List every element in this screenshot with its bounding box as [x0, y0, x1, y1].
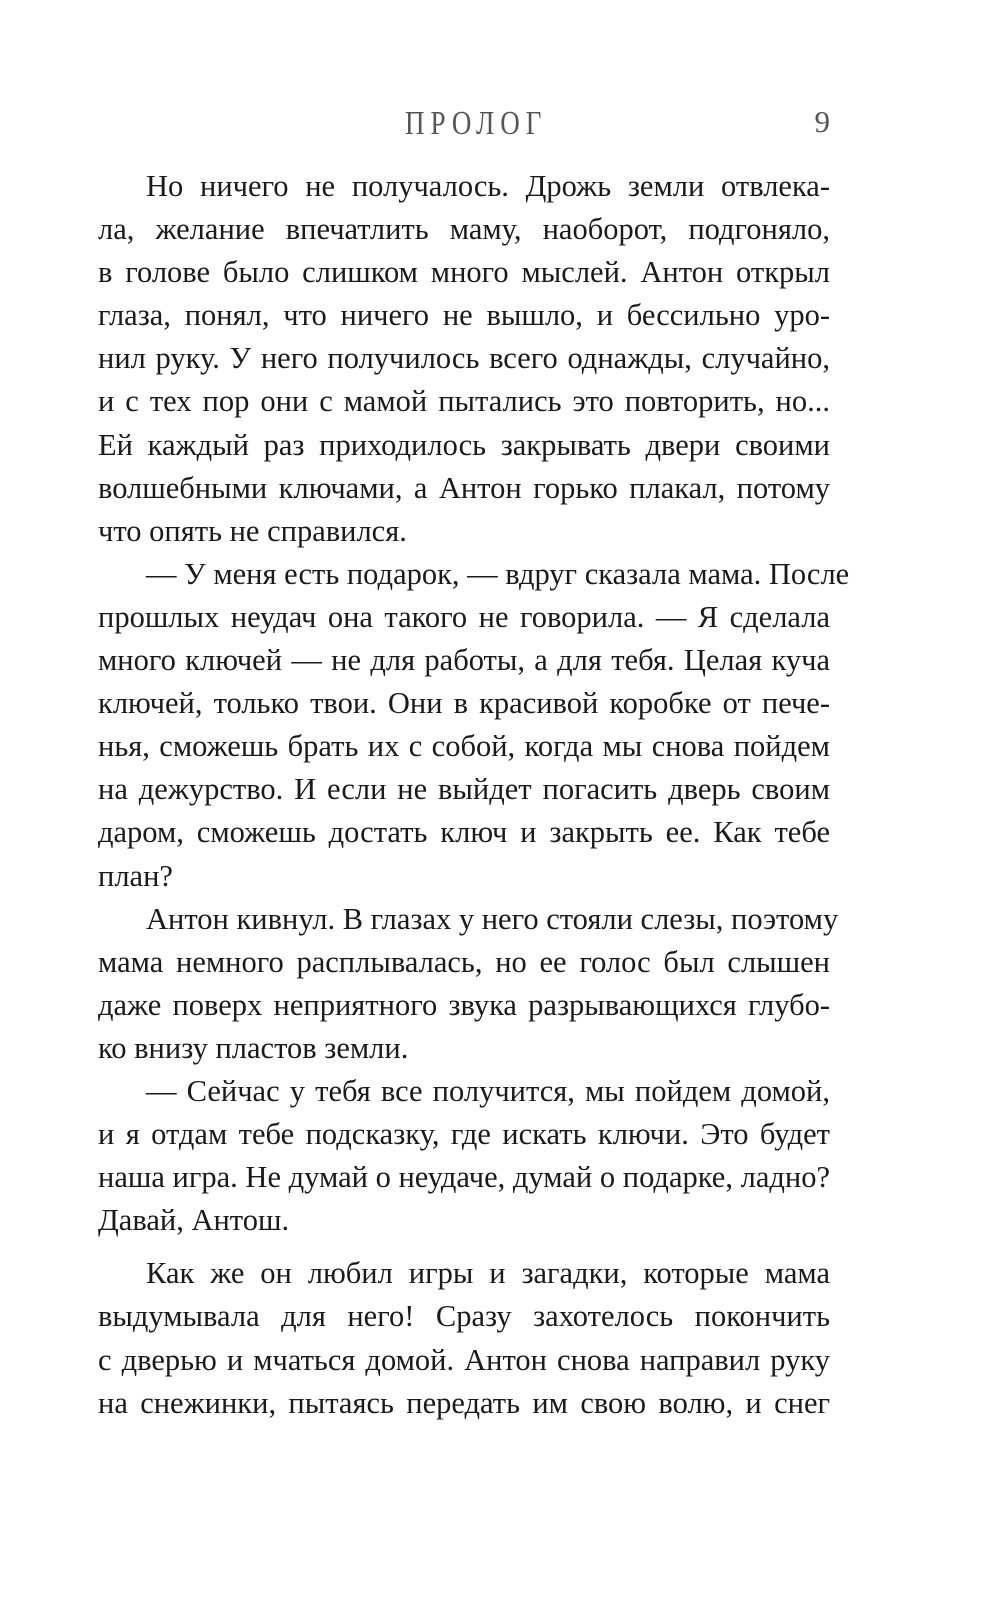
text-line: выдумывала для него! Сразу захотелось покончить — [98, 1299, 830, 1334]
text-line: в голове было слишком много мыслей. Антон открыл — [98, 255, 830, 290]
paragraph-gap — [98, 1242, 830, 1252]
text-line: волшебными ключами, а Антон горько плакал, потому — [98, 470, 830, 505]
section-title: ПРОЛОГ — [405, 104, 548, 142]
text-line: на дежурство. И если не выйдет погасить дверь своим — [98, 772, 830, 807]
text-line: Но ничего не получалось. Дрожь земли отвлека- — [146, 169, 830, 203]
text-line: и я отдам тебе подсказку, где искать ключи. Это будет — [98, 1117, 830, 1152]
body-text — [98, 165, 850, 1425]
text-line: ко внизу пластов земли. — [98, 1030, 409, 1065]
text-line: Ей каждый раз приходилось закрывать двери своими — [98, 427, 830, 462]
text-line: много ключей — не для работы, а для тебя. Целая куча — [98, 643, 830, 678]
text-line: глаза, понял, что ничего не вышло, и бессильно уро- — [98, 298, 830, 333]
text-line: с дверью и мчаться домой. Антон снова направил руку — [98, 1342, 830, 1377]
running-head — [0, 104, 1000, 144]
text-line: на снежинки, пытаясь передать им свою волю, и снег — [98, 1385, 830, 1420]
text-line: — Сейчас у тебя все получится, мы пойдем домой, — [146, 1073, 830, 1108]
text-line: даже поверх неприятного звука разрывающихся глубо- — [98, 987, 830, 1022]
text-line: ключей, только твои. Они в красивой коробке от пече- — [98, 686, 830, 721]
text-line: Антон кивнул. В глазах у него стояли слезы, поэтому — [146, 901, 839, 936]
text-line: что опять не справился. — [98, 513, 407, 548]
text-line: ла, желание впечатлить маму, наоборот, подгоняло, — [98, 212, 830, 247]
page-number: 9 — [814, 104, 830, 139]
text-line: нил руку. У него получилось всего однажды, случайно, — [98, 341, 830, 376]
text-line: наша игра. Не думай о неудаче, думай о подарке, ладно? — [98, 1160, 830, 1195]
text-line: нья, сможешь брать их с собой, когда мы снова пойдем — [98, 729, 830, 764]
text-line: план? — [98, 858, 173, 893]
text-line: и с тех пор они с мамой пытались это повторить, но... — [98, 384, 830, 419]
text-line: Давай, Антош. — [98, 1203, 290, 1238]
text-line: — У меня есть подарок, — вдруг сказала мама. После — [146, 556, 850, 591]
text-line: Как же он любил игры и загадки, которые мама — [146, 1256, 830, 1291]
text-line: прошлых неудач она такого не говорила. — Я сделала — [98, 599, 830, 634]
text-line: даром, сможешь достать ключ и закрыть ее. Как тебе — [98, 815, 830, 850]
text-line: мама немного расплывалась, но ее голос был слышен — [98, 944, 830, 979]
